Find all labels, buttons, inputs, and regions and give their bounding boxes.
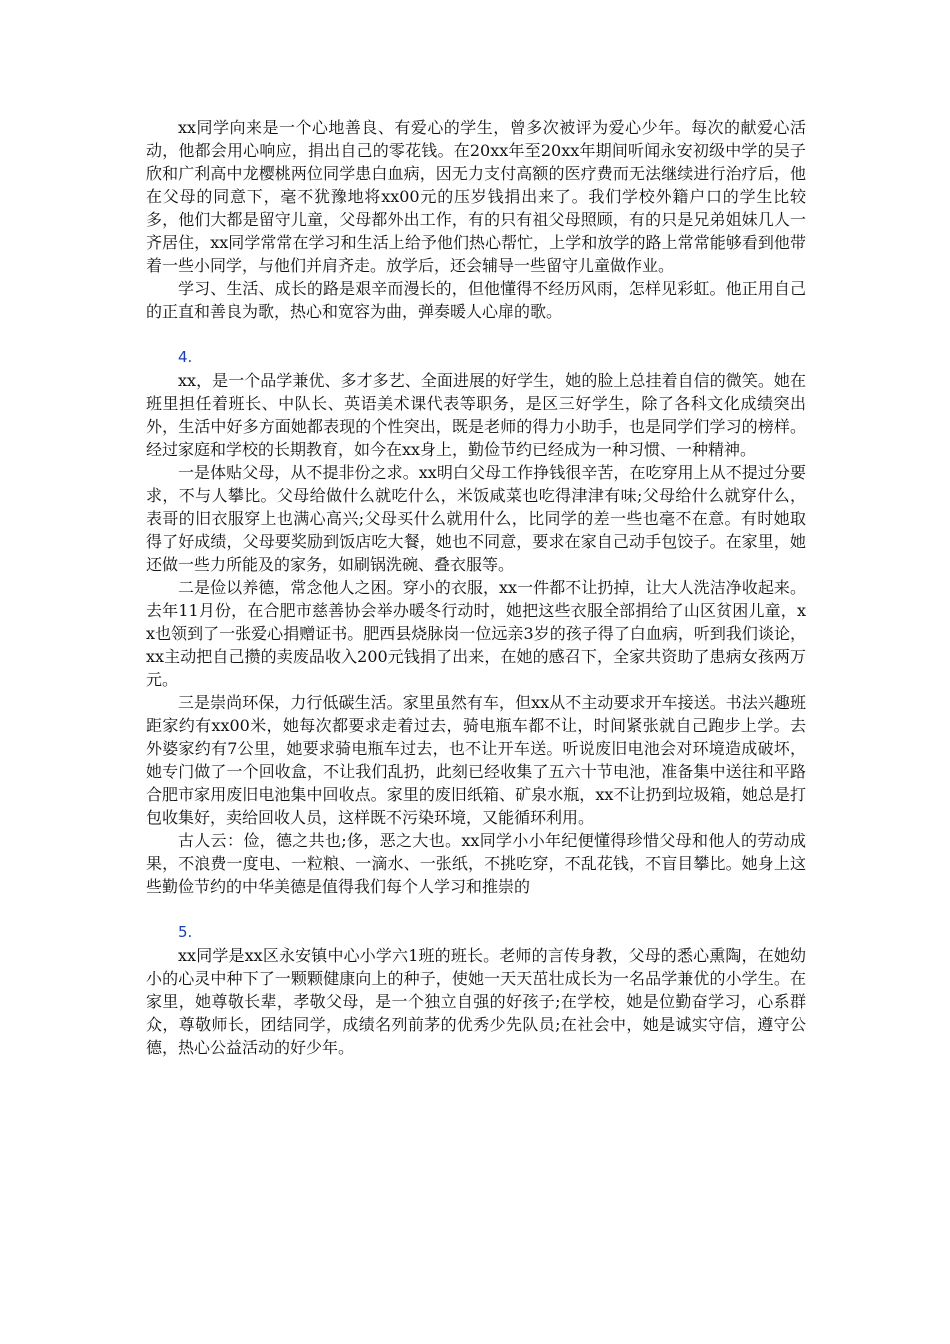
section-4-body — [146, 369, 806, 898]
section-4-paragraph-3: 二是俭以养德，常念他人之困。穿小的衣服，xx一件都不让扔掉，让大人洗洁净收起来。去年11月份，在合肥市慈善协会举办暖冬行动时，她把这些衣服全部捐给了山区贫困儿童，xx也领到了一张爱心捐赠证书。肥西县烧脉岗一位远亲3岁的孩子得了白血病，听到我们谈论，xx主动把自己攒的卖废品收入200元钱捐了出来，在她的感召下，全家共资助了患病女孩两万元。 — [146, 578, 806, 689]
section-3-paragraph-2: 学习、生活、成长的路是艰辛而漫长的，但他懂得不经历风雨，怎样见彩虹。他正用自己的正直和善良为歌，热心和宽容为曲，弹奏暖人心扉的歌。 — [146, 279, 806, 321]
section-5-body — [146, 944, 806, 1059]
document-page — [146, 116, 806, 1059]
section-3-paragraph-1: xx同学向来是一个心地善良、有爱心的学生，曾多次被评为爱心少年。每次的献爱心活动，他都会用心响应，捐出自己的零花钱。在20xx年至20xx年期间听闻永安初级中学的吴子欣和广利高中龙樱桃两位同学患白血病，因无力支付高额的医疗费而无法继续进行治疗后，他在父母的同意下，毫不犹豫地将xx00元的压岁钱捐出来了。我们学校外籍户口的学生比较多，他们大都是留守儿童，父母都外出工作，有的只有祖父母照顾，有的只是兄弟姐妹几人一齐居住，xx同学常常在学习和生活上给予他们热心帮忙，上学和放学的路上常常能够看到他带着一些小同学，与他们并肩齐走。放学后，还会辅导一些留守儿童做作业。 — [146, 118, 806, 275]
section-4-paragraph-2: 一是体贴父母，从不提非份之求。xx明白父母工作挣钱很辛苦，在吃穿用上从不提过分要求，不与人攀比。父母给做什么就吃什么，米饭咸菜也吃得津津有味;父母给什么就穿什么，表哥的旧衣服穿上也满心高兴;父母买什么就用什么，比同学的差一些也毫不在意。有时她取得了好成绩，父母要奖励到饭店吃大餐，她也不同意，要求在家自己动手包饺子。在家里，她还做一些力所能及的家务，如刷锅洗碗、叠衣服等。 — [146, 463, 806, 574]
section-4-paragraph-5: 古人云：俭，德之共也;侈，恶之大也。xx同学小小年纪便懂得珍惜父母和他人的劳动成果，不浪费一度电、一粒粮、一滴水、一张纸，不挑吃穿，不乱花钱，不盲目攀比。她身上这些勤俭节约的中华美德是值得我们每个人学习和推崇的 — [146, 831, 806, 896]
section-4-paragraph-4: 三是崇尚环保，力行低碳生活。家里虽然有车，但xx从不主动要求开车接送。书法兴趣班距家约有xx00米，她每次都要求走着过去，骑电瓶车都不让，时间紧张就自己跑步上学。去外婆家约有7公里，她要求骑电瓶车过去，也不让开车送。听说废旧电池会对环境造成破坏，她专门做了一个回收盒，不让我们乱扔，此刻已经收集了五六十节电池，准备集中送往和平路合肥市家用废旧电池集中回收点。家里的废旧纸箱、矿泉水瓶，xx不让扔到垃圾箱，她总是打包收集好，卖给回收人员，这样既不污染环境，又能循环利用。 — [146, 693, 806, 827]
section-4-paragraph-1: xx，是一个品学兼优、多才多艺、全面进展的好学生，她的脸上总挂着自信的微笑。她在班里担任着班长、中队长、英语美术课代表等职务，是区三好学生，除了各科文化成绩突出外，生活中好多方面她都表现的个性突出，既是老师的得力小助手，也是同学们学习的榜样。经过家庭和学校的长期教育，如今在xx身上，勤俭节约已经成为一种习惯、一种精神。 — [146, 371, 806, 459]
section-5-number: 5. — [178, 923, 193, 941]
section-5-paragraph-1: xx同学是xx区永安镇中心小学六1班的班长。老师的言传身教，父母的悉心熏陶，在她幼小的心灵中种下了一颗颗健康向上的种子，使她一天天茁壮成长为一名品学兼优的小学生。在家里，她尊敬长辈，孝敬父母，是一个独立自强的好孩子;在学校，她是位勤奋学习，心系群众，尊敬师长，团结同学，成绩名列前茅的优秀少先队员;在社会中，她是诚实守信，遵守公德，热心公益活动的好少年。 — [146, 946, 806, 1057]
section-3-body — [146, 116, 806, 323]
section-4-number: 4. — [178, 348, 193, 366]
